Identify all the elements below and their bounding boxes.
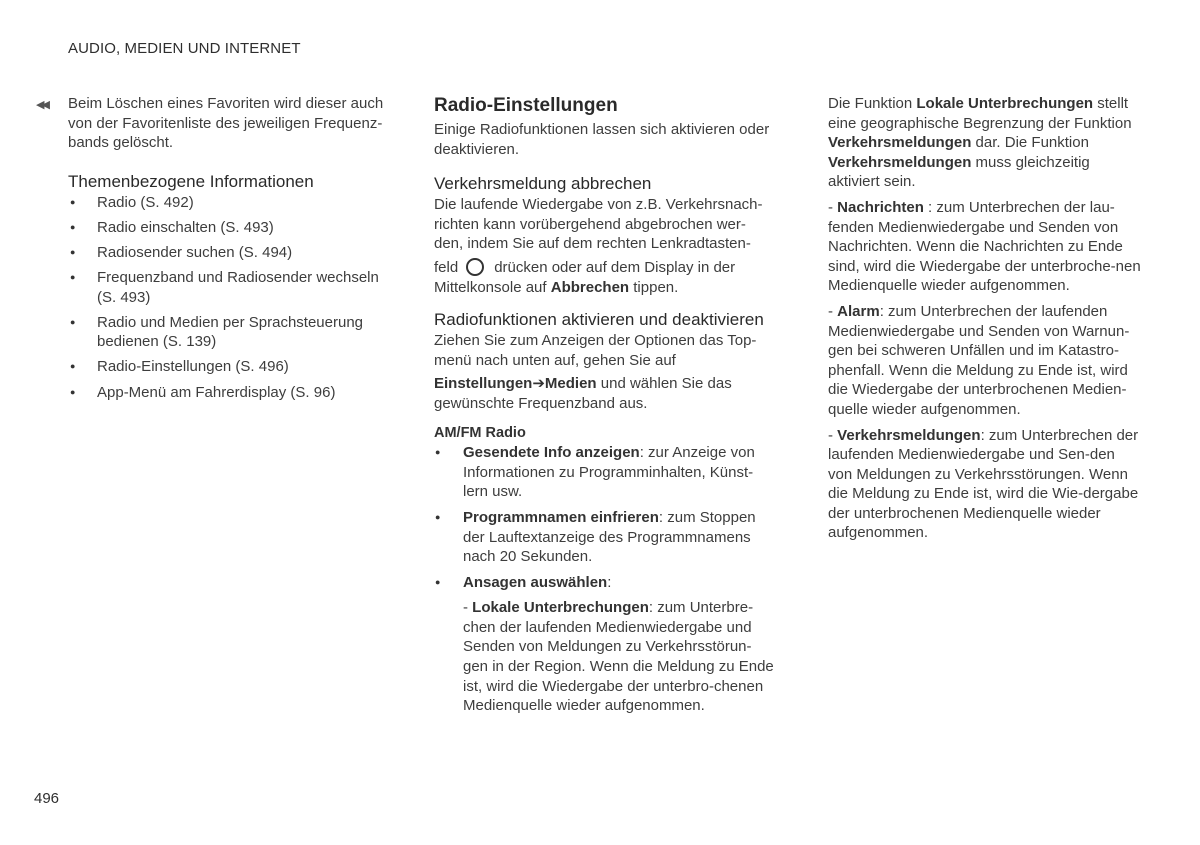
list-item xyxy=(434,443,774,502)
intro-paragraph: Beim Löschen eines Favoriten wird dieser auch von der Favoritenliste des jeweiligen Frequenz-bands gelöscht. xyxy=(68,95,384,152)
paragraph xyxy=(828,198,1142,296)
paragraph: Die laufende Wiedergabe von z.B. Verkehrsnach-richten kann vorübergehend abgebrochen wer-den, indem Sie auf dem rechten Lenkradtasten- xyxy=(434,196,763,253)
option-name: Alarm xyxy=(837,302,880,320)
text-span: - xyxy=(463,599,473,617)
text-span: - xyxy=(828,426,838,444)
related-link[interactable]: ● Frequenzband und Radiosender wechseln (S. 493) xyxy=(68,268,390,307)
text-span: drücken oder auf dem Display in der Mittelkonsole auf xyxy=(434,258,736,296)
related-heading: Themenbezogene Informationen xyxy=(68,171,314,191)
option-name: Lokale Unterbrechungen xyxy=(916,95,1094,112)
paragraph xyxy=(828,302,1142,420)
column-right xyxy=(828,94,1142,543)
text-span: muss gleichzeitig aktiviert sein. xyxy=(828,153,1090,191)
option-name: Nachrichten xyxy=(837,198,924,216)
paragraph xyxy=(828,94,1142,192)
continuation-icon: ◀◀ xyxy=(36,99,47,111)
text-span: : zum Unterbrechen der lau-fenden Medienwiedergabe und Senden von Nachrichten. Wenn die Nachrichten zu Ende sind, wird die Wiedergabe der unterbroche-nen Medienquelle wieder aufgenommen. xyxy=(828,198,1141,295)
related-link[interactable]: ● App-Menü am Fahrerdisplay (S. 96) xyxy=(68,383,390,403)
related-link[interactable]: ● Radio-Einstellungen (S. 496) xyxy=(68,357,390,377)
column-left xyxy=(68,94,390,402)
abbrechen-label: Abbrechen xyxy=(550,278,630,296)
paragraph xyxy=(434,258,774,297)
text-span: - xyxy=(828,302,838,320)
section-intro: Einige Radiofunktionen lassen sich aktivieren oder deaktivieren. xyxy=(434,121,770,158)
option-name: Ansagen auswählen xyxy=(463,573,608,591)
page-header: AUDIO, MEDIEN UND INTERNET xyxy=(68,40,301,57)
option-name: Verkehrsmeldungen xyxy=(828,153,972,171)
text-span: : zum Unterbrechen der laufenden Medienwiedergabe und Senden von Warnun-gen bei schweren Unfällen und im Katastro-phenfall. Wenn die Meldung zu Ende ist, wird die Wiedergabe der unterbrochenen Medien-quelle wieder aufgenommen. xyxy=(828,302,1130,418)
text-span: : zum Stoppen der Lauftextanzeige des Programmnamens nach 20 Sekunden. xyxy=(463,508,756,566)
option-name: Lokale Unterbrechungen xyxy=(472,599,649,617)
text-span: tippen. xyxy=(629,278,679,296)
text-span: : xyxy=(607,573,612,591)
subsection-heading: Radiofunktionen aktivieren und deaktivieren xyxy=(434,310,764,330)
option-name: Verkehrsmeldungen xyxy=(828,134,972,152)
text-span: - xyxy=(828,198,838,216)
paragraph: Ziehen Sie zum Anzeigen der Optionen das Top-menü nach unten auf, gehen Sie auf xyxy=(434,332,757,369)
option-name: Gesendete Info anzeigen xyxy=(463,444,640,462)
steering-wheel-knob-icon xyxy=(466,258,484,276)
list-item xyxy=(434,508,774,567)
arrow-right-icon: ➔ xyxy=(532,375,545,393)
text-span: : zum Unterbre-chen der laufenden Medienwiedergabe und Senden von Meldungen zu Verkehrsstörun-gen in der Region. Wenn die Meldung zu Ende ist, wird die Wiedergabe der unterbro-chenen Medienquelle wieder aufgenommen. xyxy=(463,599,774,715)
text-span: Die Funktion xyxy=(828,95,917,112)
text-span: : zur Anzeige von Informationen zu Programminhalten, Künst-lern usw. xyxy=(463,444,755,501)
option-name: Verkehrsmeldungen xyxy=(837,426,981,444)
section-title: Radio-Einstellungen xyxy=(434,95,618,116)
text-span: stellt eine geographische Begrenzung der Funktion xyxy=(828,95,1132,132)
media-path-label: Medien xyxy=(544,375,597,393)
related-link[interactable]: ● Radio einschalten (S. 493) xyxy=(68,218,390,238)
settings-path-label: Einstellungen xyxy=(434,375,533,393)
page-number: 496 xyxy=(34,790,60,807)
related-link[interactable]: ● Radiosender suchen (S. 494) xyxy=(68,243,390,263)
list-item xyxy=(434,573,774,716)
related-link[interactable]: ● Radio und Medien per Sprachsteuerung bedienen (S. 139) xyxy=(68,313,390,352)
option-name: Programmnamen einfrieren xyxy=(463,508,659,526)
text-span: dar. Die Funktion xyxy=(971,134,1089,152)
text-span: und wählen Sie das gewünschte Frequenzband aus. xyxy=(434,375,732,412)
related-link[interactable]: ● Radio (S. 492) xyxy=(68,193,390,213)
column-middle xyxy=(434,94,774,716)
paragraph xyxy=(434,374,774,413)
subsection-heading: Verkehrsmeldung abbrechen xyxy=(434,174,652,194)
text-span: : zum Unterbrechen der laufenden Medienwiedergabe und Sen-den von Meldungen zu Verkehrsstörungen. Wenn die Meldung zu Ende ist, wird die Wie-dergabe der unterbrochenen Medienquelle wieder aufgenommen. xyxy=(828,426,1139,542)
text-span: feld xyxy=(434,258,459,276)
sub-paragraph xyxy=(463,598,774,716)
option-list xyxy=(434,443,774,716)
paragraph xyxy=(828,426,1142,544)
related-list xyxy=(68,193,390,402)
amfm-heading: AM/FM Radio xyxy=(434,424,526,441)
